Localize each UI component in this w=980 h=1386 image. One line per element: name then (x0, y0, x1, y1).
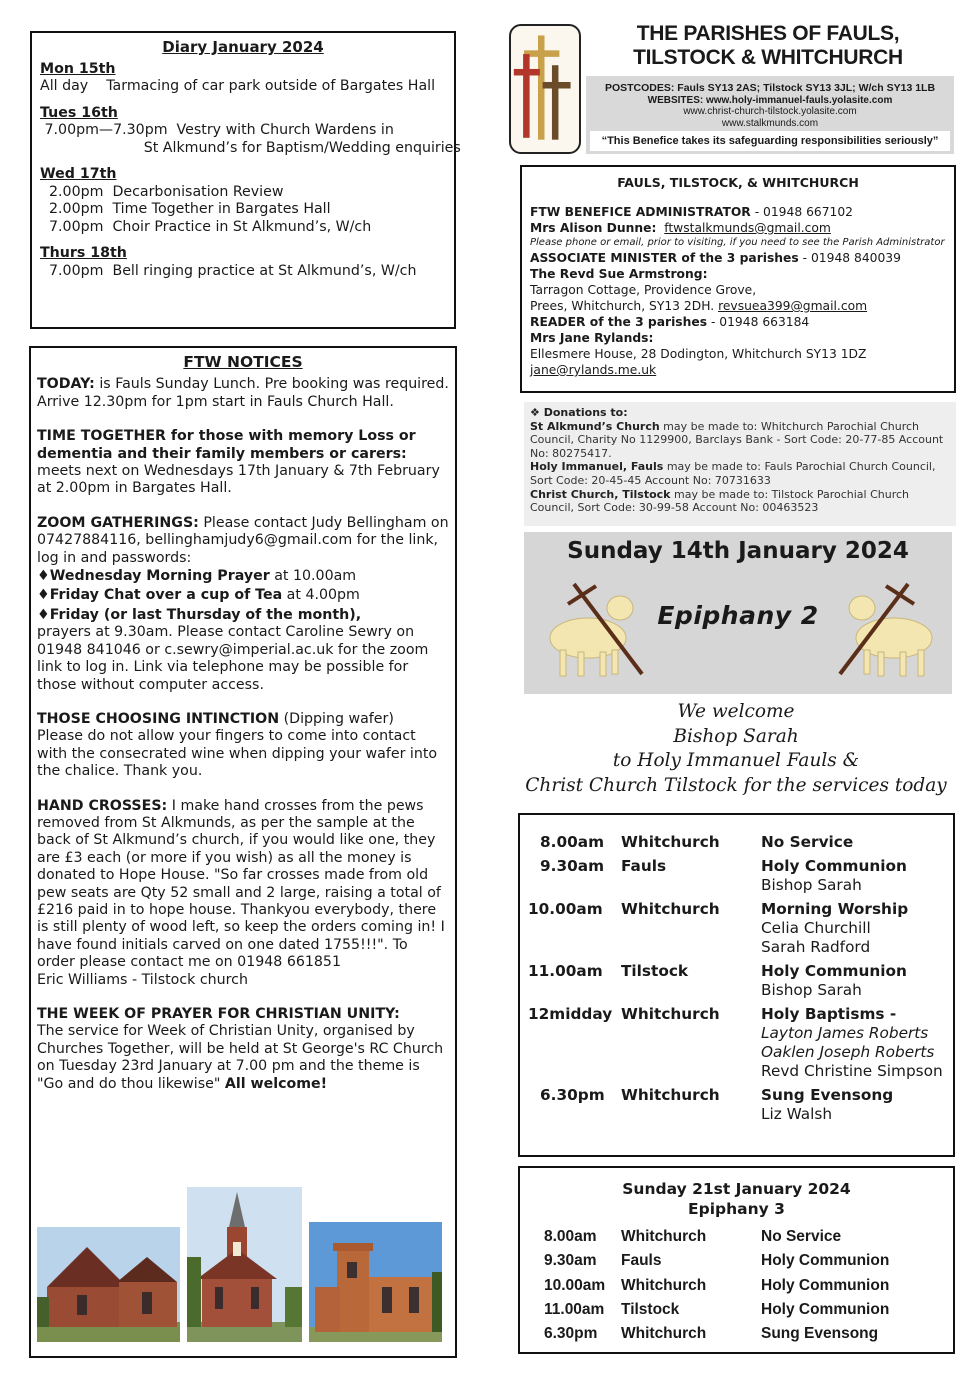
service-name: Holy Baptisms - (761, 1005, 897, 1023)
zoom-bullet-2-time: at 4.00pm (282, 587, 360, 604)
notice-intinction-label: THOSE CHOOSING INTINCTION (37, 710, 280, 727)
reader-label: READER of the 3 parishes (530, 315, 708, 329)
notice-intinction (37, 711, 449, 781)
service-details (761, 900, 947, 957)
assoc-name: The Revd Sue Armstrong: (530, 267, 708, 281)
service-place: Whitchurch (621, 833, 720, 851)
notice-today-text: is Fauls Sunday Lunch. Pre booking was required. Arrive 12.30pm for 1pm start in Fauls Church Hall. (37, 376, 449, 410)
service-time: 8.00am (540, 833, 605, 851)
church-photos (37, 1187, 447, 1342)
notice-hand-crosses (37, 798, 449, 989)
reader-phone: - 01948 663184 (707, 315, 810, 329)
notice-time-together (37, 428, 449, 498)
service-place: Fauls (621, 857, 667, 875)
diary-entry: 7.00pm Choir Practice in St Alkmund’s, W/ch (40, 218, 372, 235)
donation-st-alkmunds-label: St Alkmund’s Church (530, 419, 660, 433)
service-name: Holy Communion (761, 962, 907, 980)
next-service-time: 9.30am (544, 1252, 597, 1270)
notice-intinction-sub: (Dipping wafer) (279, 710, 394, 727)
service-time: 10.00am (528, 900, 603, 918)
service-row (526, 1086, 947, 1124)
service-leader: Bishop Sarah (761, 876, 862, 894)
service-leader: Layton James Roberts (761, 1024, 929, 1042)
next-service-time: 8.00am (544, 1228, 597, 1245)
next-sunday-box (518, 1166, 955, 1354)
service-row (526, 900, 947, 957)
websites-line1: WEBSITES: www.holy-immanuel-fauls.yolasite.com (647, 94, 893, 106)
websites-line3: www.stalkmunds.com (721, 117, 819, 129)
service-leader: Celia Churchill (761, 919, 871, 937)
reader-email-link[interactable]: jane@rylands.me.uk (530, 363, 657, 377)
notice-intinction-text: Please do not allow your fingers to come into contact with the consecrated wine when dipping your wafer into the chalice. Thank you. (37, 728, 438, 780)
websites-line2: www.christ-church-tilstock.yolasite.com (683, 106, 857, 117)
diary-entry: 7.00pm Bell ringing practice at St Alkmund’s, W/ch (40, 262, 417, 279)
service-time: 11.00am (528, 962, 603, 980)
service-leader: Liz Walsh (761, 1105, 833, 1123)
donation-holy-immanuel-label: Holy Immanuel, Fauls (530, 460, 664, 474)
lamb-left-icon (538, 580, 648, 680)
welcome-line1: We welcome (677, 701, 795, 722)
safeguarding-quote: “This Benefice takes its safeguarding responsibilities seriously” (590, 131, 950, 151)
next-sunday-feast: Epiphany 3 (688, 1199, 785, 1218)
next-service-row (526, 1227, 947, 1247)
service-place: Whitchurch (621, 1086, 720, 1104)
notice-crosses-text: I make hand crosses from the pews removed from St Alkmunds, as per the sample at the back of St Alkmund’s church, if you would like one, they are £3 each (or more if you wish) as all the money is donated to Hope House. "So far crosses made from old pew seats are Qty 52 small and 2 large, raising a total of £216 paid in to hope house. Thankyou everybody, there is still plenty of wood left, so keep the orders coming in! I have found initials carved on one dated 1755!!!". To order please contact me on 01948 661851 (37, 797, 445, 971)
admin-label: FTW BENEFICE ADMINISTRATOR (530, 205, 751, 219)
reader-name: Mrs Jane Rylands: (530, 331, 654, 345)
church-photo-fauls (37, 1227, 180, 1342)
next-service-time: 6.30pm (544, 1325, 598, 1343)
service-row (526, 857, 947, 895)
notices-box (29, 346, 457, 1358)
donations-box (524, 402, 956, 526)
three-crosses-icon (511, 26, 578, 151)
admin-phone: - 01948 667102 (750, 205, 854, 219)
notices-title: FTW NOTICES (183, 353, 303, 371)
service-time: 9.30am (540, 857, 605, 875)
assoc-label: ASSOCIATE MINISTER of the 3 parishes (530, 251, 799, 265)
notice-time-together-text: meets next on Wednesdays 17th January & 7th February at 2.00pm in Bargates Hall. (37, 463, 440, 497)
next-service-place: Tilstock (621, 1300, 680, 1318)
notice-zoom-label: ZOOM GATHERINGS: (37, 514, 199, 531)
sunday-banner (524, 532, 952, 694)
donation-st-alkmunds-text: may be made to: Whitchurch Parochial Church Council, Charity No 1129900, Barclays Bank - Sort Code: 20-77-85 Account No: 80275417. (530, 419, 944, 460)
diary-days (40, 60, 461, 281)
zoom-bullet-3: ♦Friday (or last Thursday of the month), (37, 606, 362, 623)
donations-heading: ❖ Donations to: (530, 406, 628, 419)
next-sunday-rows (526, 1227, 947, 1344)
zoom-bullet-2: ♦Friday Chat over a cup of Tea (37, 587, 283, 604)
notice-crosses-label: HAND CROSSES: (37, 797, 168, 814)
next-sunday-date: Sunday 21st January 2024 (622, 1180, 851, 1198)
assoc-phone: - 01948 840039 (798, 251, 901, 265)
service-details (761, 1086, 947, 1124)
diary-entry: 7.00pm—7.30pm Vestry with Church Wardens in (40, 122, 394, 138)
next-service-name: Holy Communion (761, 1300, 890, 1318)
parishes-title-line2: TILSTOCK & WHITCHURCH (633, 46, 903, 69)
diary-day-heading: Wed 17th (40, 166, 117, 182)
diary-box (30, 31, 461, 329)
services-today-box (518, 813, 955, 1157)
contacts-title: FAULS, TILSTOCK, & WHITCHURCH (617, 175, 859, 190)
diary-day-heading: Thurs 18th (40, 245, 127, 261)
notice-crosses-sign: Eric Williams - Tilstock church (37, 971, 248, 988)
admin-name: Mrs Alison Dunne: (530, 221, 657, 235)
next-service-place: Whitchurch (621, 1276, 707, 1294)
service-row (526, 833, 947, 852)
zoom-bullet-1-time: at 10.00am (269, 568, 357, 585)
church-photo-tilstock (187, 1187, 302, 1342)
zoom-bullet-1: ♦Wednesday Morning Prayer (37, 568, 270, 585)
service-name: Morning Worship (761, 900, 909, 918)
notice-zoom-text: Please contact Judy Bellingham on 07427884116, bellinghamjudy6@gmail.com for the link, log in and passwords: (37, 514, 449, 566)
service-details (761, 962, 947, 1000)
admin-note: Please phone or email, prior to visiting, if you need to see the Parish Administrator (530, 237, 945, 248)
contacts-box (520, 165, 956, 393)
next-sunday-title (526, 1180, 947, 1219)
banner-feast: Epiphany 2 (657, 601, 819, 630)
service-name: No Service (761, 833, 854, 851)
diary-day-heading: Tues 16th (40, 104, 118, 121)
notice-unity-label: THE WEEK OF PRAYER FOR CHRISTIAN UNITY: (37, 1006, 400, 1022)
church-photo-whitchurch (309, 1222, 442, 1342)
diary-day-heading: Mon 15th (40, 60, 116, 77)
service-leader: Revd Christine Simpson (761, 1062, 943, 1080)
next-service-row (526, 1324, 947, 1344)
notice-unity (37, 1006, 449, 1093)
welcome-line2: Bishop Sarah (673, 725, 799, 747)
notice-zoom-after: prayers at 9.30am. Please contact Caroline Sewry on 01948 841046 or c.sewry@imperial.ac.uk for the zoom link to log in. Link via telephone may be possible for those without computer access. (37, 624, 429, 693)
welcome-line3: to Holy Immanuel Fauls & (612, 750, 860, 771)
donation-holy-immanuel-text: may be made to: Fauls Parochial Church Council, Sort Code: 20-45-45 Account No: 70731633 (530, 460, 936, 487)
next-service-row (526, 1276, 947, 1296)
service-place: Whitchurch (621, 900, 720, 918)
notice-unity-text: The service for Week of Christian Unity, organised by Churches Together, will be held at St George's RC Church on Tuesday 23rd January at 7.00 pm and the theme is "Go and do thou likewise" (37, 1023, 444, 1092)
diary-entry: 2.00pm Time Together in Bargates Hall (40, 201, 331, 217)
service-place: Tilstock (621, 962, 689, 980)
welcome-message (516, 700, 956, 798)
next-service-row (526, 1300, 947, 1320)
donation-christ-church-text: may be made to: Tilstock Parochial Church Council, Sort Code: 30-99-58 Account No: 00463523 (530, 487, 910, 515)
next-service-row (526, 1251, 947, 1271)
service-row (526, 1005, 947, 1081)
assoc-address-1: Tarragon Cottage, Providence Grove, (530, 283, 757, 297)
service-name: Sung Evensong (761, 1086, 894, 1104)
next-service-name: Holy Communion (761, 1276, 890, 1294)
lamb-right-icon (834, 580, 944, 680)
donation-christ-church-label: Christ Church, Tilstock (530, 487, 671, 501)
diary-entry: All day Tarmacing of car park outside of Bargates Hall (40, 78, 436, 94)
postcodes-text: POSTCODES: Fauls SY13 2AS; Tilstock SY13 3JL; W/ch SY13 1LB (604, 82, 936, 94)
diary-title: Diary January 2024 (162, 38, 324, 56)
reader-address: Ellesmere House, 28 Dodington, Whitchurch SY13 1DZ (530, 347, 867, 361)
notice-time-together-label: TIME TOGETHER for those with memory Loss or dementia and their family members or carers: (37, 428, 416, 462)
notice-today-label: TODAY: (37, 376, 95, 393)
next-service-time: 10.00am (544, 1276, 606, 1294)
next-service-place: Whitchurch (621, 1325, 707, 1343)
welcome-line4: Christ Church Tilstock for the services today (525, 774, 947, 796)
next-service-name: Holy Communion (761, 1252, 890, 1270)
parishes-title (588, 22, 948, 70)
service-time: 12midday (528, 1005, 613, 1023)
next-service-place: Whitchurch (621, 1228, 707, 1245)
service-row (526, 962, 947, 1000)
service-leader: Bishop Sarah (761, 981, 862, 999)
service-details (761, 857, 947, 895)
assoc-email-link[interactable]: revsuea399@gmail.com (718, 299, 868, 313)
postcodes-box (586, 76, 954, 154)
next-service-name: No Service (761, 1228, 842, 1245)
diary-entry: 2.00pm Decarbonisation Review (40, 183, 284, 200)
service-name: Holy Communion (761, 857, 907, 875)
benefice-logo (509, 24, 581, 154)
service-details (761, 1005, 947, 1081)
next-service-name: Sung Evensong (761, 1325, 879, 1343)
assoc-address-2: Prees, Whitchurch, SY13 2DH. (530, 299, 719, 313)
service-details (761, 833, 947, 852)
service-time: 6.30pm (540, 1086, 605, 1104)
service-leader: Oaklen Joseph Roberts (761, 1043, 935, 1061)
next-service-place: Fauls (621, 1252, 662, 1270)
next-service-time: 11.00am (544, 1300, 605, 1318)
banner-date: Sunday 14th January 2024 (567, 538, 909, 564)
service-place: Whitchurch (621, 1005, 720, 1023)
admin-email-link[interactable]: ftwstalkmunds@gmail.com (664, 221, 831, 235)
diary-entry: St Alkmund’s for Baptism/Wedding enquiries (40, 139, 461, 156)
notice-unity-end: All welcome! (224, 1075, 328, 1092)
notice-zoom (37, 515, 449, 694)
parishes-title-line1: THE PARISHES OF FAULS, (636, 22, 900, 45)
notice-today (37, 376, 449, 411)
service-leader: Sarah Radford (761, 938, 871, 956)
